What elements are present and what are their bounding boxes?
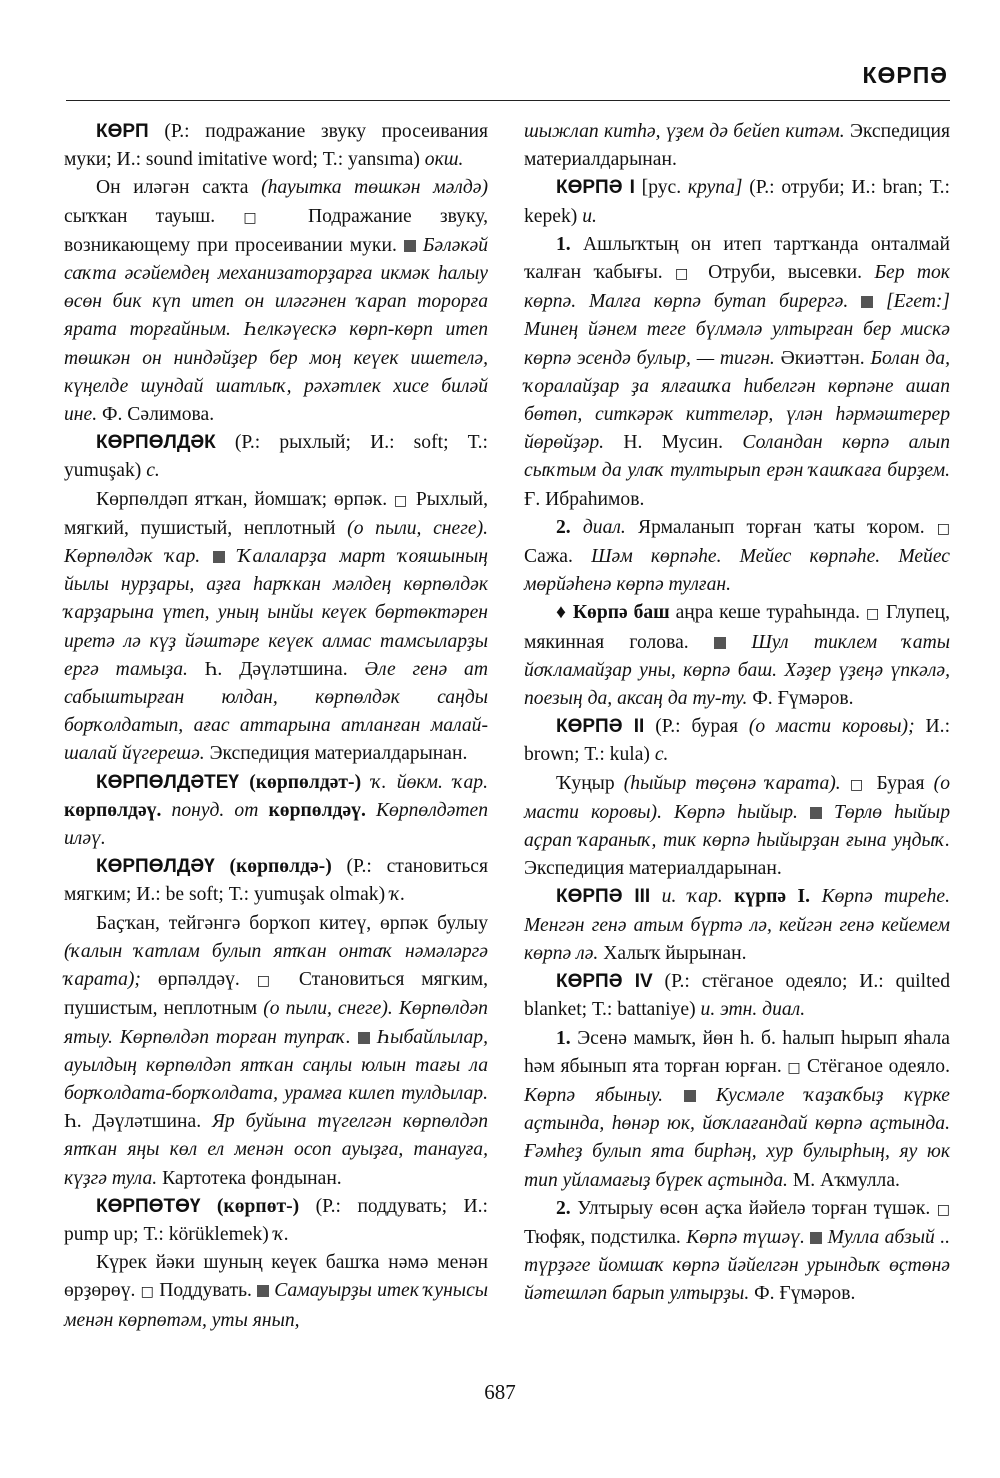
entry-korpa-4	[524, 968, 950, 1024]
citation-source: Картотека фондынан.	[162, 1167, 342, 1189]
headword: КӨРПӨЛДӘТЕҮ	[96, 771, 239, 793]
citation: Көрпә тиреһе. Менгән генә атым бүртә лә, кейгән генә кейемем көрпә лә.	[524, 886, 950, 964]
cross-reference: көрпөлдәү.	[64, 799, 162, 821]
quote-marker-icon	[404, 240, 416, 252]
quote-marker-icon	[861, 296, 873, 308]
definition: Он иләгән саҡта (һауытка төшкән мәлдә) сыҡҡан тауыш. □ Подражание звуку, возникающему при просеивании муки. Бәләкәй саҡта әсәйемдең механизаторҙарға икмәк һалыу өсөн бик күп итеп он иләгәнен ҡарап торорға ярата торғайным. Һелкәүескә көрп-көрп итеп төшкән он ниндәйҙер бер моң кеүек ишетелә, күңелде шундай шатлыҡ, рәхәтлек хисе биләй ине. Ф. Сәлимова.	[64, 177, 488, 426]
entry-korpa-1	[524, 174, 950, 230]
citation: Болан да, ҡоралайҙар ҙа ялғашҡа һибелгән көрпәне ашап бөтөп, ситкәрәк киттеләр, үлән һәрмәштерер йөрөйҙәр.	[524, 347, 950, 454]
running-header: КӨРПӘ	[862, 62, 948, 88]
square-icon: □	[393, 492, 410, 509]
part-of-speech: с.	[654, 744, 669, 766]
quote-marker-icon	[714, 637, 726, 649]
citation-author: Ф. Сәлимова.	[102, 404, 215, 426]
square-icon: □	[849, 776, 868, 793]
entry-korpoldak	[64, 429, 488, 485]
part-of-speech: ҡ.	[390, 884, 406, 906]
sense-number: 1.	[556, 233, 571, 255]
russian-translation: Стёганое одеяло.	[806, 1055, 950, 1077]
square-icon: □	[256, 973, 282, 990]
square-icon: □	[936, 1201, 950, 1218]
citation: [Егет:] Минең йәнем теге бүлмәлә ултырған бер мискә көрпә эсендә булыр, — тигән.	[524, 291, 950, 369]
quote-marker-icon	[257, 1285, 269, 1297]
citation-author: М. Аҡмулла.	[792, 1169, 900, 1191]
headword: КӨРПӨТӨҮ	[96, 1195, 201, 1217]
headword: КӨРПӨЛДӘҮ	[96, 856, 215, 878]
sense-1: 1. Эсенә мамыҡ, йөн һ. б. һалып һырып яһала һәм ябынып ята торған юрған. □ Стёганое одеяло. Көрпә ябыныу. Кусмәле ҡаҙаҡбыҙ күрке аҫтында, һөнәр юк, йоҡлағандай көрпә аҫтында. Ғәмһеҙ булып ята бирһәң, хур булырһың, яу юк тип уйламағыҙ бүрек аҫтында. М. Аҡмулла.	[524, 1027, 950, 1191]
idiom: ♦ Көрпә баш аңра кеше тураһында. □ Глупец, мякинная голова. Шул тиклем ҡаты йоҡламайҙар уны, көрпә баш. Хәҙер үҙеңә үпкәлә, поезың да, аксаң да ту-ту. Ф. Ғүмәров.	[524, 602, 950, 710]
citation-source: Әкиәттән.	[780, 347, 865, 369]
sense-2: 2. Ултырыу өсөн аҫҡа йәйелә торған түшәк. □ Тюфяк, подстилка. Көрпә түшәү. Мулла абзый .. түрҙәге йомшаҡ көрпә йәйелгән урындыҡ өҫтөнә йәтешләп барып ултырҙы. Ф. Ғүмәров.	[524, 1197, 950, 1305]
left-column	[64, 118, 488, 1335]
citation-author: Н. Мусин.	[623, 432, 724, 454]
citation: Самауырҙы итек ҡунысы менән көрпөтәм, уты янып,	[64, 1280, 489, 1331]
stem-form: (көрпөт-)	[216, 1195, 300, 1217]
entry-korpoldau	[64, 853, 488, 909]
citation: Бәләкәй саҡта әсәйемдең механизаторҙарға икмәк һалыу өсөн бик күп итеп он иләгәнен ҡарап торорға ярата торғайным. Һелкәүескә көрп-көрп итеп төшкән он ниндәйҙер бер моң кеүек ишетелә, күңелде шундай шатлыҡ, рәхәтлек хисе биләй ине.	[64, 234, 488, 426]
example: Көрпөлдәк ҡар.	[64, 546, 201, 568]
citation: Шул тиклем ҡаты йоҡламайҙар уны, көрпә баш. Хәҙер үҙеңә үпкәлә, поезың да, аксаң да ту-ту.	[524, 631, 950, 710]
headword: КӨРПӘ I	[556, 177, 635, 199]
part-of-speech: и.	[582, 205, 597, 227]
headword: КӨРП	[96, 121, 149, 142]
idiom-phrase: Көрпә баш	[572, 602, 670, 624]
russian-translation: Рыхлый, мягкий, пушистый, неплотный	[64, 488, 488, 539]
quote-marker-icon	[810, 1232, 822, 1244]
headword: КӨРПӘ II	[556, 716, 645, 738]
part-of-speech: ҡ.	[273, 1223, 289, 1245]
part-of-speech: и. этн. диал.	[700, 999, 806, 1021]
citation-author: Ф. Ғүмәров.	[752, 688, 854, 710]
entry-korpa-3	[524, 883, 950, 968]
russian-translation: Бурая	[876, 772, 925, 794]
russian-translation: Становиться мягким, пушистым, неплотным	[64, 969, 489, 1020]
definition: Көрпөлдәп ятҡан, йомшаҡ; өрпәк. □ Рыхлый, мягкий, пушистый, неплотный (о пыли, снеге). Көрпөлдәк ҡар. Ҡалаларҙа март ҡояшының йылы нурҙары, аҙға һарҡкан мәлдең көрпөлдәк ҡарҙарына үтеп, уның ынйы кеүек бөртөктәрен иретә лә күҙ йәштәре кеүек алмас тамсыларҙы ергә тамыҙа. Һ. Дәүләтшина. Әле генә ат сабыштырған юлдан, көрпөлдәк саңды борҡолдатып, ағас аттарына атланған малай-шалай йүгерешә. Экспедиция материалдарынан.	[64, 488, 489, 765]
russian-translation: Поддувать.	[159, 1280, 252, 1302]
entry-meta: (Р.: стёганое одеяло; И.: quilted blanket; Т.: battaniye)	[524, 971, 951, 1021]
entry-korpotau	[64, 1193, 488, 1249]
sense-2: 2. диал. Ярмаланып торған ҡаты ҡором. □ Сажа. Шәм көрпәһе. Мейес көрпәһе. Мейес мөрйәһенә көрпә тулған.	[524, 516, 951, 596]
example: Көрпөлдәтеп иләү.	[64, 799, 489, 850]
example: Көрпөлдәп ятыу. Көрпөлдәп торған тупраҡ.	[64, 998, 488, 1048]
cross-reference: көрпөлдәү.	[268, 799, 366, 821]
citation-source: Экспедиция материалдарынан.	[524, 121, 950, 171]
russian-translation: Подражание звуку, возникающему при просеивании муки.	[64, 205, 488, 256]
cross-reference: күрпә I.	[734, 886, 811, 908]
citation: Яр буйына түгелгән көрпөлдәп ятҡан яңы көл ел менән осоп ауыҙға, танауға, күҙгә тула.	[64, 1111, 488, 1189]
right-column	[524, 118, 950, 1309]
entry-meta: (Р.: становиться мягким; И.: be soft; Т.: yumuşak olmak)	[64, 856, 488, 906]
russian-translation: Сажа.	[524, 546, 573, 568]
square-icon: □	[243, 209, 280, 226]
example: Көрпә һыйыр.	[673, 801, 798, 823]
citation-author: Ғ. Ибраһимов.	[524, 488, 645, 510]
citation: Төрлө һыйыр аҫрап ҡараныҡ, тик көрпә һыйырҙан ғына уңдыҡ.	[524, 801, 950, 852]
header-rule	[66, 100, 950, 101]
sense-number: 2.	[556, 1197, 571, 1219]
citation: Соландан көрпә алып сыҡтым да улаҡ тултырып ерән ҡашҡаға бирҙем.	[524, 432, 950, 482]
square-icon: □	[140, 1284, 155, 1301]
square-icon: □	[675, 266, 696, 283]
citation-author: Һ. Дәүләтшина.	[204, 658, 348, 680]
entry-korp	[64, 118, 488, 174]
citation-source: Халыҡ йырынан.	[603, 942, 747, 964]
headword: КӨРПӘ III	[556, 886, 651, 908]
entry-korpa-2: КӨРПӘ II (Р.: бурая (о масти коровы); И.: brown; Т.: kula) с.	[524, 716, 951, 766]
quote-marker-icon	[810, 807, 822, 819]
citation: Мулла абзый .. түрҙәге йомшаҡ көрпә йәйелгән урындыҡ өҫтөнә йәтешләп барып ултырҙы.	[524, 1226, 950, 1305]
definition: Баҫҡан, тейгәнгә борҡоп китеү, өрпәк булыу (ҡалын ҡатлам булып ятҡан онтаҡ нәмәләргә ҡарата); өрпәлдәү. □ Становиться мягким, пушистым, неплотным (о пыли, снеге). Көрпөлдәп ятыу. Көрпөлдәп торған тупраҡ. Һыбайлылар, ауылдың көрпөлдәп ятҡан саңлы юлын тағы ла борҡолдата-борҡолдата, урамға килеп тулдылар. Һ. Дәүләтшина. Яр буйына түгелгән көрпөлдәп ятҡан яңы көл ел менән осоп ауыҙға, танауға, күҙгә тула. Картотека фондынан.	[64, 912, 489, 1189]
headword: КӨРПӨЛДӘК	[96, 432, 216, 454]
definition: Ҡуңыр (һыйыр төҫөнә ҡарата). □ Бурая (о масти коровы). Көрпә һыйыр. Төрлө һыйыр аҫрап ҡараныҡ, тик көрпә һыйырҙан ғына уңдыҡ. Экспедиция материалдарынан.	[524, 772, 950, 880]
square-icon: □	[787, 1059, 802, 1076]
citation-author: Һ. Дәүләтшина.	[64, 1111, 202, 1133]
example: Көрпә ябыныу.	[524, 1084, 664, 1106]
sense-1: 1. Ашлыҡтың он итеп тартҡанда онталмай ҡалған ҡабығы. □ Отруби, высевки. Бер ток көрпә. Малға көрпә бутап бирергә. [Егет:] Минең йәнем теге бүлмәлә ултырған бер мискә көрпә эсендә булыр, — тигән. Әкиәттән. Болан да, ҡоралайҙар ҙа ялғашҡа һибелгән көрпәне ашап бөтөп, ситкәрәк киттеләр, үлән һәрмәштерер йөрөйҙәр. Н. Мусин. Соландан көрпә алып сыҡтым да улаҡ тултырып ерән ҡашҡаға бирҙем. Ғ. Ибраһимов.	[524, 233, 950, 510]
diamond-icon: ♦	[556, 602, 567, 624]
citation-source: Экспедиция материалдарынан.	[524, 858, 782, 880]
headword: КӨРПӘ IV	[556, 971, 653, 993]
definition: Күрек йәки шуның кеүек башҡа нәмә менән өрҙөрөү. □ Поддувать. Самауырҙы итек ҡунысы менән көрпөтәм, уты янып,	[64, 1252, 489, 1331]
citation-source: Экспедиция материалдарынан.	[209, 743, 468, 765]
quote-marker-icon	[684, 1090, 696, 1102]
citation: шыжлап китһә, үҙем дә бейеп китәм.	[524, 121, 845, 142]
citation: Һыбайлылар, ауылдың көрпөлдәп ятҡан саңлы юлын тағы ла борҡолдата-борҡолдата, урамға килеп тулдылар.	[64, 1026, 488, 1104]
sense-number: 2.	[556, 516, 571, 538]
quote-marker-icon	[358, 1032, 370, 1044]
quote-marker-icon	[213, 551, 225, 563]
part-of-speech: окш.	[424, 149, 464, 171]
entry-meta: (Р.: отруби; И.: bran; Т.: kepek)	[524, 177, 950, 227]
continued-citation	[524, 118, 950, 174]
stem-form: (көрпөлдә-)	[229, 856, 332, 878]
entry-meta: (Р.: рыхлый; И.: soft; Т.: yumuşak)	[64, 432, 488, 482]
part-of-speech: и. ҡар.	[661, 886, 723, 908]
etymology: [рус.	[641, 177, 682, 199]
etymology-word: крупа]	[687, 177, 743, 199]
stem-form: (көрпөлдәт-)	[249, 771, 362, 793]
citation: Кусмәле ҡаҙаҡбыҙ күрке аҫтында, һөнәр юк, йоҡлағандай көрпә аҫтында. Ғәмһеҙ булып ята бирһәң, хур булырһың, яу юк тип уйламағыҙ бүрек аҫтында.	[524, 1084, 950, 1191]
entry-meta: (Р.: поддувать; И.: pump up; Т.: körüklemek)	[64, 1195, 488, 1245]
usage-label: диал.	[582, 516, 626, 538]
page-number: 687	[484, 1380, 516, 1404]
citation: Әле генә ат сабыштырған юлдан, көрпөлдәк саңды борҡолдатып, ағас аттарына атланған малай-шалай йүгерешә.	[64, 658, 488, 765]
square-icon: □	[936, 520, 951, 537]
citation: Ҡалаларҙа март ҡояшының йылы нурҙары, аҙға һарҡкан мәлдең көрпөлдәк ҡарҙарына үтеп, уның ынйы кеүек бөртөктәрен иретә лә күҙ йәштәре кеүек алмас тамсыларҙы ергә тамыҙа.	[64, 546, 489, 680]
russian-translation: Отруби, высевки.	[708, 262, 863, 284]
citation-author: Ф. Ғүмәров.	[754, 1283, 856, 1305]
example: Шәм көрпәһе. Мейес көрпәһе. Мейес мөрйәһенә көрпә тулған.	[524, 546, 950, 596]
part-of-speech: с.	[146, 460, 160, 482]
square-icon: □	[865, 606, 881, 623]
entry-meta: (Р.: подражание звуку просеивания муки; И.: sound imitative word; Т.: yansıma)	[64, 121, 488, 171]
sense-number: 1.	[556, 1027, 571, 1049]
entry-korpoldateu: КӨРПӨЛДӘТЕҮ (көрпөлдәт-) ҡ. йөкм. ҡар. көрпөлдәү. понуд. от көрпөлдәү. Көрпөлдәтеп иләү.	[64, 771, 489, 850]
example: Көрпә түшәү.	[686, 1226, 805, 1248]
russian-translation: Глупец, мякинная голова.	[524, 602, 950, 653]
russian-translation: Тюфяк, подстилка.	[524, 1226, 681, 1248]
example: Бер ток көрпә. Малға көрпә бутап бирергә.	[524, 262, 950, 313]
